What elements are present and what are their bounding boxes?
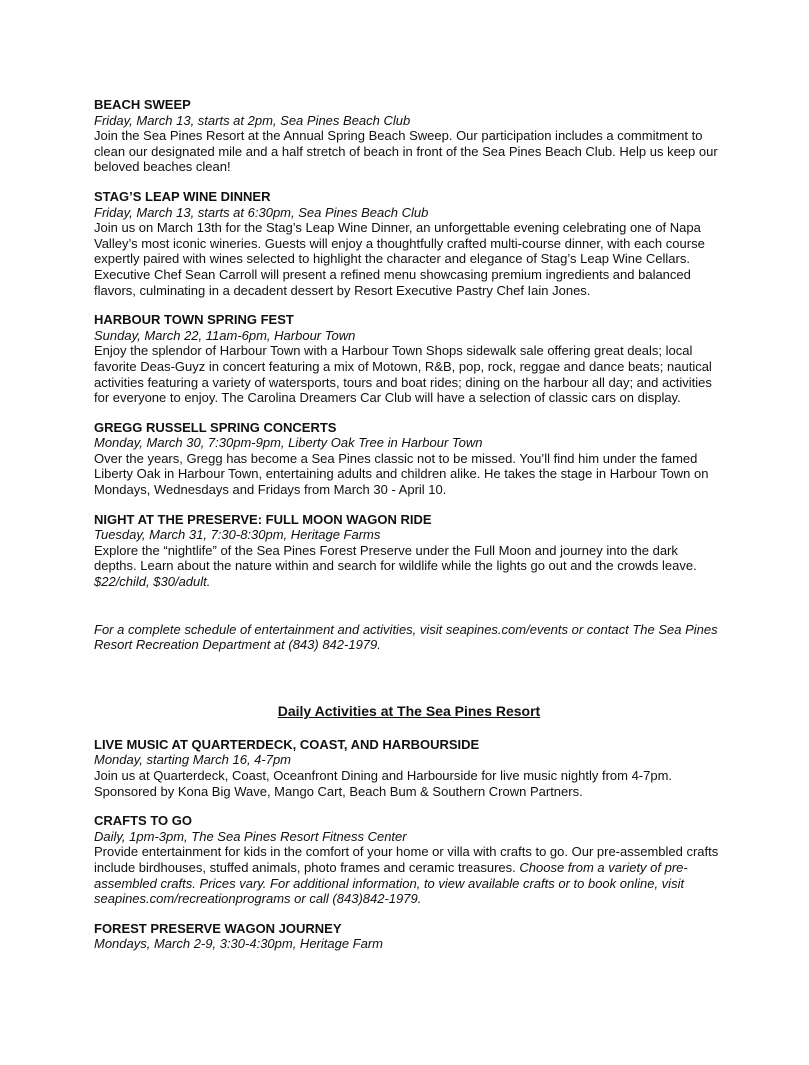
event-description: Enjoy the splendor of Harbour Town with a Harbour Town Shops sidewalk sale offering great deals; local favorite Deas-Guyz in concert featuring a mix of Motown, R&B, pop, rock, reggae and dance beats; nautical activities featuring a variety of watersports, tours and boat rides; dining on the harbour all day; and activities for everyone to enjoy. The Carolina Dreamers Car Club will have a selection of classic cars on display.	[94, 343, 712, 406]
event-title: NIGHT AT THE PRESERVE: FULL MOON WAGON RIDE	[94, 511, 432, 527]
event-when: Mondays, March 2-9, 3:30-4:30pm, Heritage Farm	[94, 936, 384, 952]
schedule-note: For a complete schedule of entertainment and activities, visit seapines.com/events or contact The Sea Pines Resort Recreation Department at (843) 842-1979.	[94, 621, 718, 653]
event-description-text: Provide entertainment for kids in the comfort of your home or villa with crafts to go. Our pre-assembled crafts include birdhouses, stuffed animals, photo frames and ceramic treasures.	[94, 844, 719, 875]
section-heading-daily-activities: Daily Activities at The Sea Pines Resort	[277, 702, 541, 719]
daily-crafts-to-go	[94, 813, 724, 907]
event-when: Friday, March 13, starts at 2pm, Sea Pines Beach Club	[94, 112, 411, 128]
event-title: CRAFTS TO GO	[94, 813, 192, 829]
event-title: LIVE MUSIC AT QUARTERDECK, COAST, AND HARBOURSIDE	[94, 736, 480, 752]
event-price: $22/child, $30/adult.	[94, 574, 211, 590]
event-harbour-town-spring-fest	[94, 312, 724, 406]
event-gregg-russell-concerts	[94, 420, 724, 498]
event-description	[94, 844, 724, 906]
daily-forest-preserve-wagon-journey	[94, 921, 724, 952]
event-description: Over the years, Gregg has become a Sea Pines classic not to be missed. You’ll find him under the famed Liberty Oak in Harbour Town, entertaining adults and children alike. He takes the stage in Harbour Town on Mondays, Wednesdays and Fridays from March 30 - April 10.	[94, 450, 709, 498]
event-title: HARBOUR TOWN SPRING FEST	[94, 312, 294, 328]
event-when: Tuesday, March 31, 7:30-8:30pm, Heritage Farms	[94, 527, 381, 543]
event-when: Friday, March 13, starts at 6:30pm, Sea Pines Beach Club	[94, 204, 429, 220]
event-title: FOREST PRESERVE WAGON JOURNEY	[94, 920, 342, 936]
event-title: BEACH SWEEP	[94, 97, 191, 112]
event-when: Monday, starting March 16, 4-7pm	[94, 752, 292, 768]
event-full-moon-wagon-ride	[94, 512, 724, 590]
event-description-text: Explore the “nightlife” of the Sea Pines Forest Preserve under the Full Moon and journey into the dark depths. Learn about the nature within and search for wildlife while the lights go out and the crowds leave.	[94, 542, 697, 574]
event-when: Sunday, March 22, 11am-6pm, Harbour Town	[94, 327, 356, 343]
event-stags-leap-wine-dinner	[94, 189, 724, 298]
event-beach-sweep	[94, 97, 724, 175]
daily-live-music	[94, 737, 724, 799]
event-description: Join us on March 13th for the Stag’s Leap Wine Dinner, an unforgettable evening celebrating one of Napa Valley’s most iconic wineries. Guests will enjoy a thoughtfully crafted multi-course dinner, with each course expertly paired with wines selected to highlight the character and elegance of Stag’s Leap Wine Cellars. Executive Chef Sean Carroll will present a refined menu showcasing premium ingredients and balanced flavors, culminating in a decadent dessert by Resort Executive Pastry Chef Iain Jones.	[94, 220, 705, 298]
event-title: STAG’S LEAP WINE DINNER	[94, 188, 271, 204]
document-page	[94, 97, 724, 966]
event-when: Monday, March 30, 7:30pm-9pm, Liberty Oak Tree in Harbour Town	[94, 435, 483, 451]
event-description	[94, 543, 724, 590]
event-description: Join the Sea Pines Resort at the Annual Spring Beach Sweep. Our participation includes a commitment to clean our designated mile and a half stretch of beach in front of the Sea Pines Beach Club. Help us keep our beloved beaches clean!	[94, 128, 718, 175]
event-when: Daily, 1pm-3pm, The Sea Pines Resort Fitness Center	[94, 828, 407, 844]
event-description: Join us at Quarterdeck, Coast, Oceanfront Dining and Harbourside for live music nightly from 4-7pm. Sponsored by Kona Big Wave, Mango Cart, Beach Bum & Southern Crown Partners.	[94, 768, 673, 799]
event-description-italic: Choose from a variety of pre-assembled crafts. Prices vary. For additional information, to view available crafts or to book online, visit seapines.com/recreationprograms or call (843)842-1979.	[94, 859, 688, 907]
event-title: GREGG RUSSELL SPRING CONCERTS	[94, 419, 337, 435]
